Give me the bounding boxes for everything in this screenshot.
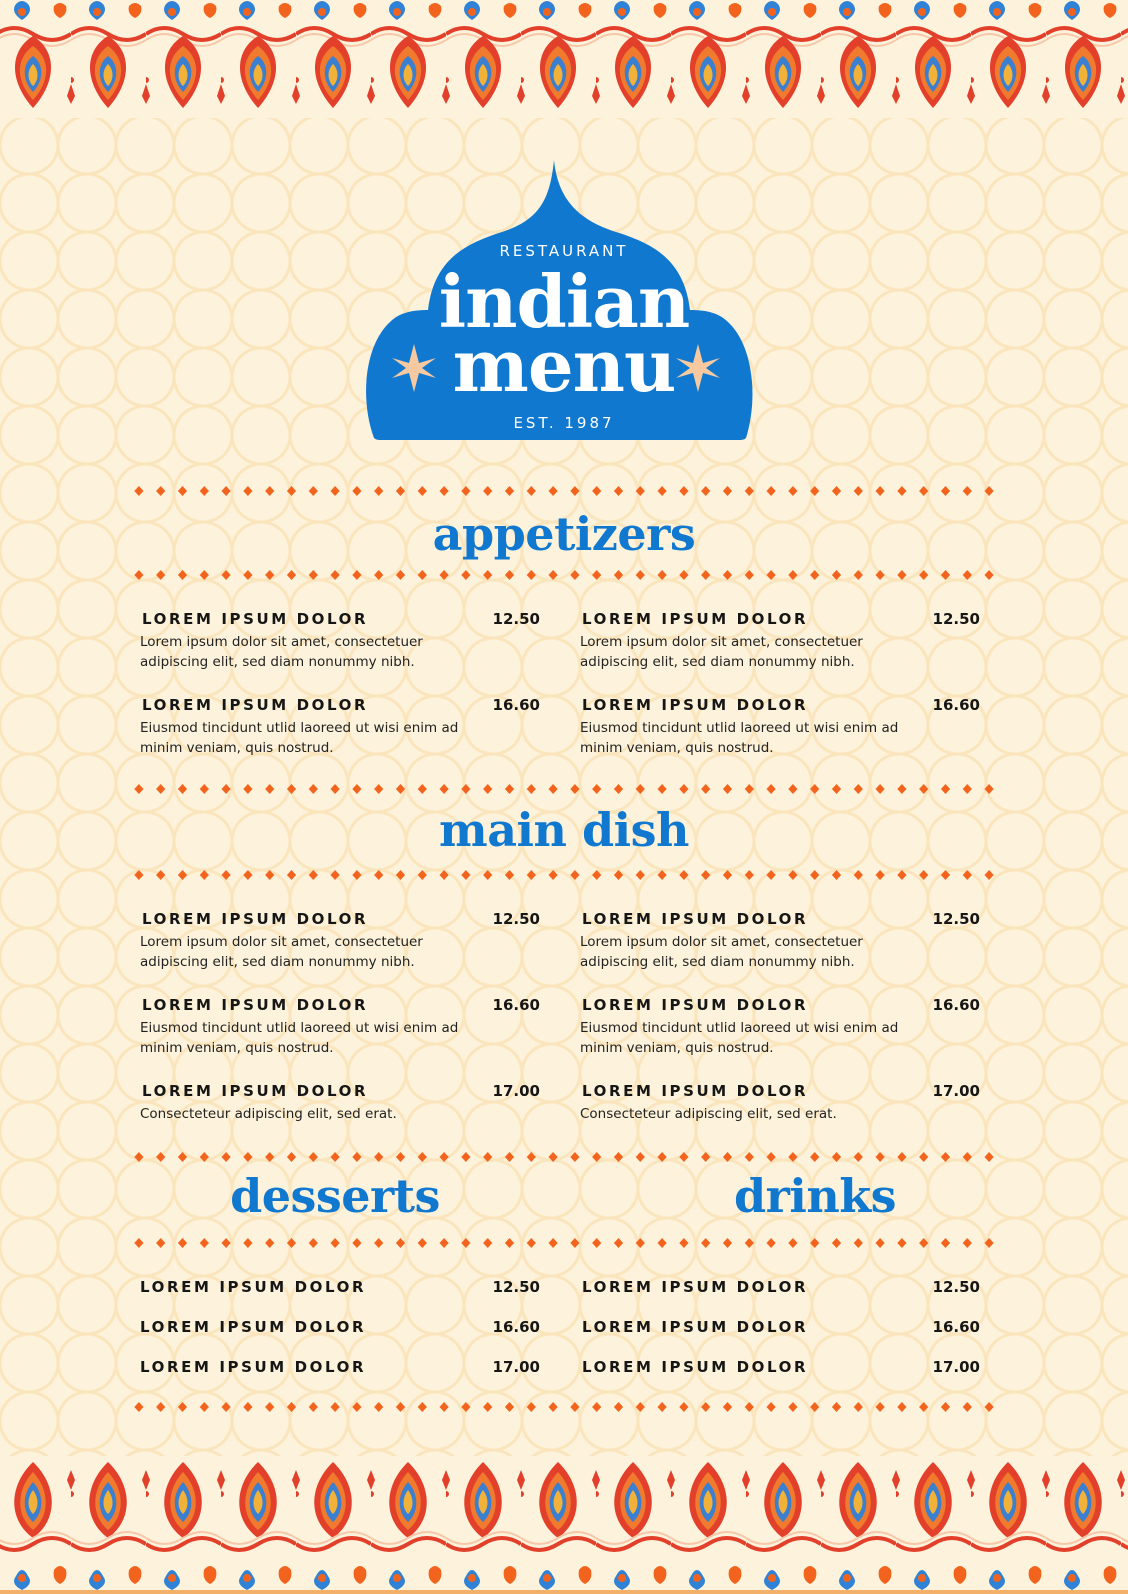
dot-divider [128, 1150, 1000, 1164]
item-description: Eiusmod tincidunt utlid laoreed ut wisi enim ad minim veniam, quis nostrud. [580, 720, 899, 756]
section-title-drinks: drinks [733, 1169, 897, 1223]
item-description: Eiusmod tincidunt utlid laoreed ut wisi enim ad minim veniam, quis nostrud. [140, 720, 459, 756]
item-name: LOREM IPSUM DOLOR [582, 696, 809, 714]
section-title-appetizers: appetizers [432, 507, 696, 561]
item-price: 17.00 [492, 1082, 540, 1100]
item-price: 16.60 [492, 996, 540, 1014]
item-name: LOREM IPSUM DOLOR [582, 1318, 809, 1336]
item-price: 12.50 [492, 910, 540, 928]
item-price: 17.00 [492, 1358, 540, 1376]
dot-divider [128, 1236, 1000, 1250]
dot-divider [128, 1400, 1000, 1414]
logo-subtitle: RESTAURANT [499, 242, 629, 260]
logo-established: EST. 1987 [513, 414, 615, 432]
logo-title-line2: menu [452, 323, 676, 408]
item-description: Lorem ipsum dolor sit amet, consectetuer adipiscing elit, sed diam nonummy nibh. [580, 634, 863, 670]
item-name: LOREM IPSUM DOLOR [142, 996, 369, 1014]
item-name: LOREM IPSUM DOLOR [582, 610, 809, 628]
dot-divider [128, 484, 1000, 498]
restaurant-logo [354, 160, 774, 450]
item-name: LOREM IPSUM DOLOR [582, 1358, 809, 1376]
item-description: Consecteteur adipiscing elit, sed erat. [140, 1106, 397, 1122]
item-name: LOREM IPSUM DOLOR [582, 1082, 809, 1100]
item-description: Lorem ipsum dolor sit amet, consectetuer adipiscing elit, sed diam nonummy nibh. [140, 634, 423, 670]
dot-divider [128, 568, 1000, 582]
item-description: Lorem ipsum dolor sit amet, consectetuer adipiscing elit, sed diam nonummy nibh. [580, 934, 863, 970]
item-name: LOREM IPSUM DOLOR [142, 1082, 369, 1100]
logo-title-line1: indian [438, 259, 690, 344]
item-name: LOREM IPSUM DOLOR [140, 1278, 367, 1296]
logo-title [354, 259, 774, 408]
item-price: 12.50 [492, 610, 540, 628]
item-name: LOREM IPSUM DOLOR [140, 1318, 367, 1336]
item-price: 12.50 [492, 1278, 540, 1296]
item-price: 16.60 [492, 696, 540, 714]
item-name: LOREM IPSUM DOLOR [582, 910, 809, 928]
top-ornamental-border [0, 0, 1128, 118]
item-price: 16.60 [932, 696, 980, 714]
bottom-ornamental-border [0, 1456, 1128, 1594]
item-price: 12.50 [932, 1278, 980, 1296]
item-name: LOREM IPSUM DOLOR [142, 610, 369, 628]
item-description: Eiusmod tincidunt utlid laoreed ut wisi enim ad minim veniam, quis nostrud. [580, 1020, 899, 1056]
item-price: 17.00 [932, 1082, 980, 1100]
item-name: LOREM IPSUM DOLOR [582, 996, 809, 1014]
item-price: 16.60 [492, 1318, 540, 1336]
item-name: LOREM IPSUM DOLOR [140, 1358, 367, 1376]
section-title-main-dish: main dish [439, 803, 689, 857]
item-description: Lorem ipsum dolor sit amet, consectetuer adipiscing elit, sed diam nonummy nibh. [140, 934, 423, 970]
item-price: 16.60 [932, 996, 980, 1014]
dot-divider [128, 782, 1000, 796]
dot-divider [128, 868, 1000, 882]
item-name: LOREM IPSUM DOLOR [582, 1278, 809, 1296]
item-name: LOREM IPSUM DOLOR [142, 696, 369, 714]
item-description: Eiusmod tincidunt utlid laoreed ut wisi enim ad minim veniam, quis nostrud. [140, 1020, 459, 1056]
item-description: Consecteteur adipiscing elit, sed erat. [580, 1106, 837, 1122]
item-name: LOREM IPSUM DOLOR [142, 910, 369, 928]
section-title-desserts: desserts [230, 1169, 440, 1223]
item-price: 12.50 [932, 910, 980, 928]
item-price: 12.50 [932, 610, 980, 628]
item-price: 17.00 [932, 1358, 980, 1376]
item-price: 16.60 [932, 1318, 980, 1336]
